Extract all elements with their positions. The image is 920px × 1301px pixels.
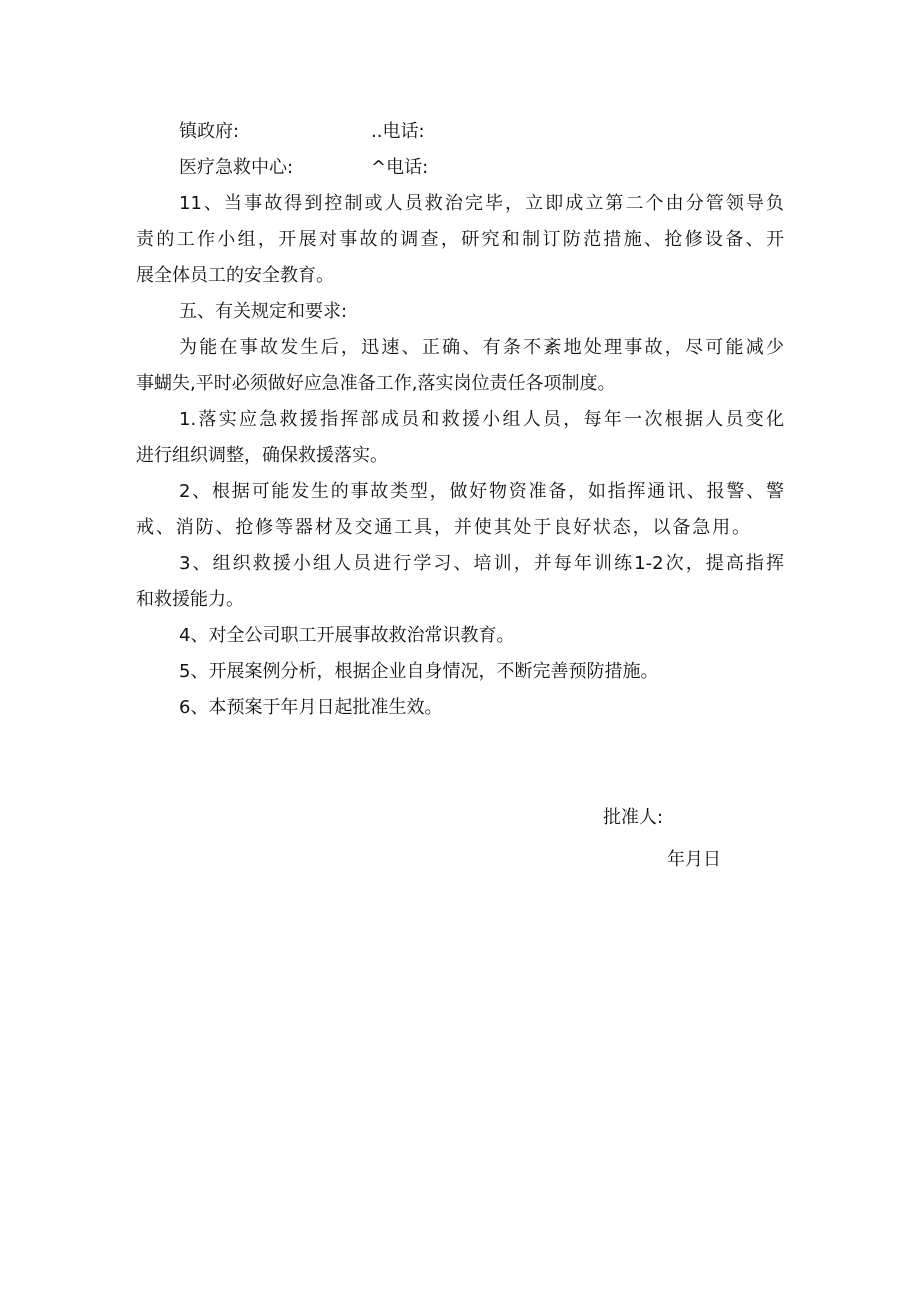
section5-heading: 五、有关规定和要求:	[179, 301, 348, 322]
section5-item6: 6、本预案于年月日起批准生效。	[179, 697, 443, 718]
section5-item1-line1: 1.落实应急救援指挥部成员和救援小组人员，每年一次根据人员变化	[179, 409, 784, 430]
item11-line2: 责的工作小组，开展对事故的调查，研究和制订防范措施、抢修设备、开	[136, 229, 784, 250]
section5-item1-line2: 进行组织调整，确保救援落实。	[136, 445, 388, 466]
section5-intro-line1: 为能在事故发生后，迅速、正确、有条不紊地处理事故，尽可能减少	[179, 337, 784, 358]
section5-item5: 5、开展案例分析，根据企业自身情况，不断完善预防措施。	[179, 661, 659, 682]
medical-center-label: 医疗急救中心:	[179, 157, 294, 178]
section5-item2-line2: 戒、消防、抢修等器材及交通工具，并使其处于良好状态，以备急用。	[136, 517, 750, 538]
section5-item3-line1: 3、组织救援小组人员进行学习、培训，并每年训练1-2次，提高指挥	[179, 553, 784, 574]
medical-center-phone-label: ^电话:	[371, 157, 429, 178]
item11-line3: 展全体员工的安全教育。	[136, 265, 334, 286]
item11-line1: 11、当事故得到控制或人员救治完毕，立即成立第二个由分管领导负	[179, 193, 784, 214]
approval-date-label: 年月日	[667, 849, 721, 870]
town-government-label: 镇政府:	[179, 121, 240, 142]
section5-item4: 4、对全公司职工开展事故救治常识教育。	[179, 625, 515, 646]
section5-intro-line2: 事蝴失,平时必须做好应急准备工作,落实岗位责任各项制度。	[136, 373, 616, 394]
section5-item2-line1: 2、根据可能发生的事故类型，做好物资准备，如指挥通讯、报警、警	[179, 481, 784, 502]
approver-label: 批准人:	[603, 807, 664, 828]
town-government-phone-label: ..电话:	[371, 121, 425, 142]
section5-item3-line2: 和救援能力。	[136, 589, 244, 610]
